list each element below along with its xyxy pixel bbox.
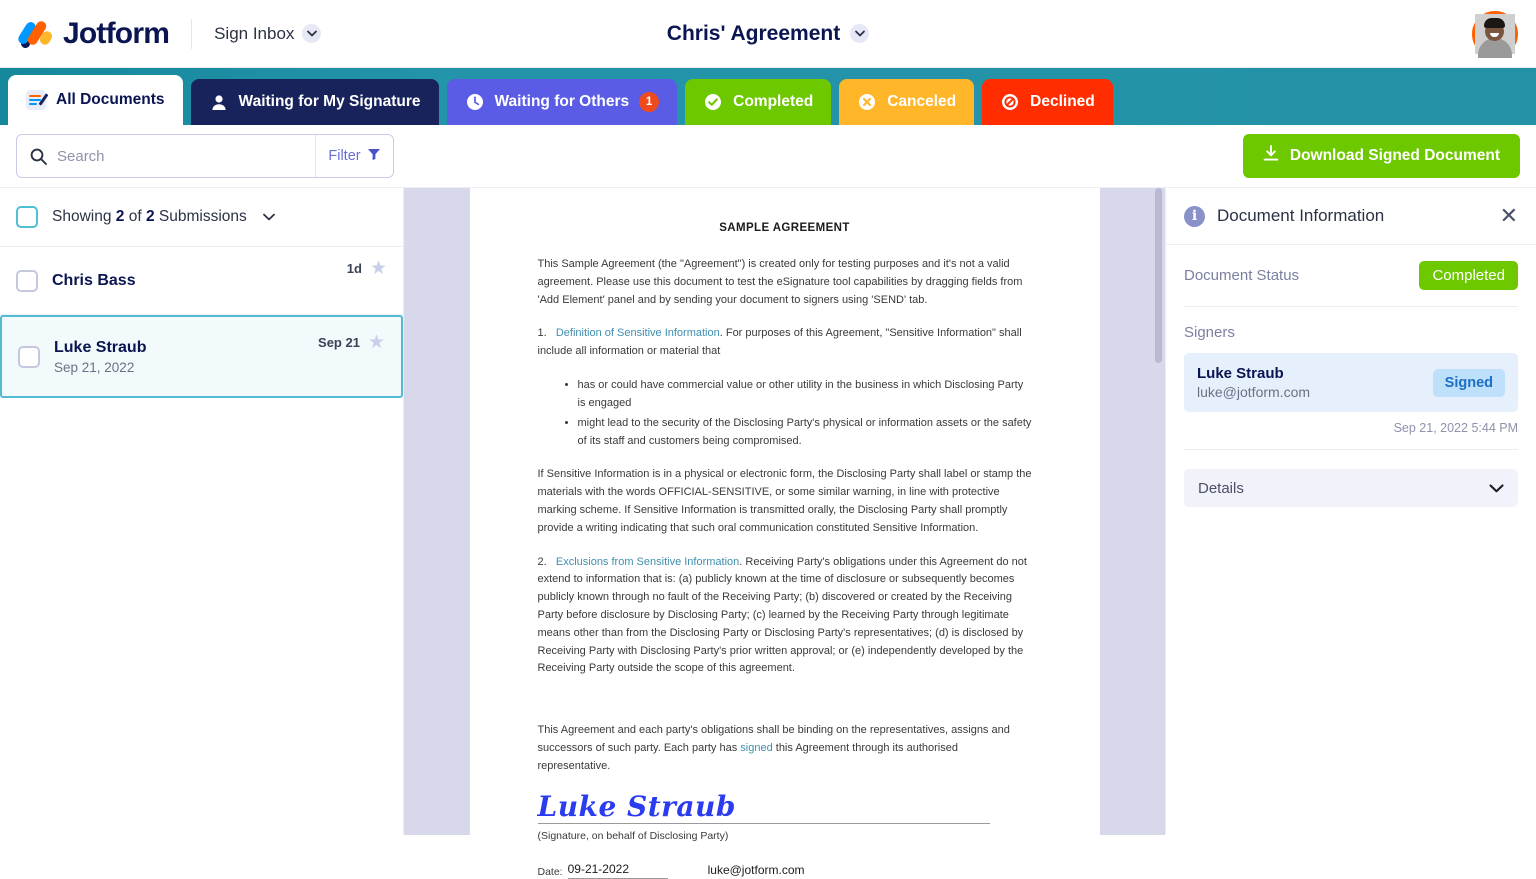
info-icon: i: [1184, 206, 1205, 227]
search-input[interactable]: [57, 135, 315, 177]
brand[interactable]: [0, 17, 169, 51]
filter-label: Filter: [328, 148, 361, 164]
bullet-item: • might lead to the security of the Disclosing Party's physical or information assets or the safety of its staff and customers being compromised.: [578, 415, 1032, 451]
list-item[interactable]: [0, 247, 403, 315]
tab-all-documents[interactable]: [8, 75, 183, 125]
list-item[interactable]: [0, 315, 403, 398]
download-icon: [1263, 145, 1279, 167]
row-checkbox[interactable]: [18, 346, 40, 368]
tab-label: Completed: [733, 93, 814, 110]
chevron-down-icon: [302, 24, 321, 43]
toolbar: [0, 125, 1536, 187]
page-title: Chris' Agreement: [666, 21, 841, 45]
tab-label: Declined: [1030, 93, 1095, 110]
tab-label: Waiting for My Signature: [238, 93, 421, 110]
closing-a: This Agreement and each party's obligations shall be binding on the representatives, assigns and successors of such party. Each party has: [537, 724, 1010, 755]
sign-inbox-menu[interactable]: [214, 24, 321, 44]
document-paragraph-2: If Sensitive Information is in a physical or electronic form, the Disclosing Party shall label or stamp the materials with the words OFFICIAL-SENSITIVE, or some similar warning, in line with protective marking scheme. If Sensitive Information is transmitted orally, the Disclosing Party shall promptly provide a writing indicating that such oral communication constituted Sensitive Information.: [537, 468, 1032, 534]
document-intro: This Sample Agreement (the "Agreement") is created only for testing purposes and it's not a valid agreement. Please use this document to test the eSignature tool capabilities by dragging fields from 'Add Element' panel and by sending your document to signers using 'SEND' tab.: [537, 258, 1023, 306]
list-item-when: Sep 21: [318, 335, 360, 350]
signature-caption: (Signature, on behalf of Disclosing Party): [537, 830, 729, 843]
document-status-label: Document Status: [1184, 267, 1300, 284]
showing-count: 2: [115, 208, 125, 225]
check-circle-icon: [703, 92, 723, 112]
funnel-icon: [367, 147, 381, 165]
chevron-down-icon: [1489, 484, 1504, 493]
tab-waiting-for-my-signature[interactable]: [191, 79, 439, 125]
showing-prefix: Showing: [52, 208, 112, 225]
list-item-date: Sep 21, 2022: [54, 359, 135, 375]
document-section-2: [538, 554, 1032, 679]
avatar[interactable]: [1472, 11, 1518, 57]
document-information-panel: [1165, 188, 1536, 835]
signature-block: [538, 722, 1032, 879]
signer-text: [1197, 365, 1310, 400]
details-accordion[interactable]: [1184, 469, 1518, 507]
panel-header: [1166, 188, 1536, 245]
section-body: . For purposes of this Agreement, "Sensitive Information" shall include all information or material that: [537, 327, 1022, 358]
date-label: Date:: [537, 866, 563, 879]
star-icon[interactable]: ★: [367, 332, 385, 353]
vertical-scrollbar[interactable]: [1155, 188, 1162, 363]
tab-label: Canceled: [887, 93, 957, 110]
document-bullets: [538, 377, 1032, 450]
signer-card[interactable]: [1184, 353, 1518, 412]
chevron-down-icon: [850, 24, 869, 43]
document-viewer[interactable]: [404, 188, 1165, 879]
document-page: [470, 188, 1100, 879]
status-badge: 1: [639, 92, 659, 112]
document-heading: SAMPLE AGREEMENT: [719, 222, 850, 234]
list-item-name: Chris Bass: [52, 271, 136, 289]
signer-email: luke@jotform.com: [1197, 384, 1311, 400]
ban-circle-icon: [1000, 92, 1020, 112]
section-link[interactable]: Definition of Sensitive Information: [555, 327, 720, 340]
download-signed-document-button[interactable]: [1243, 134, 1520, 178]
status-badge: Completed: [1419, 261, 1518, 290]
tab-label: Waiting for Others: [494, 93, 630, 110]
signature-date-row: [538, 862, 1032, 879]
document-status-row: [1184, 245, 1518, 307]
list-item-name: Luke Straub: [54, 338, 147, 356]
document-section-1: [538, 325, 1032, 361]
signers-label: Signers: [1184, 324, 1235, 341]
x-circle-icon: [857, 92, 877, 112]
panel-title: Document Information: [1217, 206, 1385, 225]
select-all-checkbox[interactable]: [16, 206, 38, 228]
main-area: [0, 187, 1536, 879]
row-checkbox[interactable]: [16, 270, 38, 292]
list-item-text: [54, 339, 146, 375]
signature-image: Luke Straub: [538, 792, 990, 825]
section-link[interactable]: Exclusions from Sensitive Information: [555, 555, 740, 568]
avatar-hair: [1484, 18, 1505, 28]
section-number: 2.: [537, 555, 547, 568]
search-icon: [17, 148, 57, 165]
section-number: 1.: [537, 327, 547, 340]
list-item-when: 1d: [346, 261, 362, 276]
jotform-logo-icon: [20, 19, 54, 49]
sign-inbox-label: Sign Inbox: [214, 23, 295, 43]
section-body: . Receiving Party's obligations under this Agreement do not extend to information that is: (a) publicly known at the time of disclosure or subsequently becomes publicly known through no fault of the Receiving Party; (b) discovered or created by the Receiving Party before disclosure by Disclosing Party; (c) learned by the Receiving Party through legitimate means other than from the Disclosing Party or Disclosing Party's representatives; (d) is disclosed by Receiving Party with Disclosing Party's prior written approval; or (e) independently developed by the Receiving Party outside the scope of this agreement.: [537, 555, 1027, 675]
details-label: Details: [1198, 479, 1244, 497]
showing-suffix: Submissions: [158, 208, 247, 225]
showing-mid: of: [128, 208, 142, 225]
document-closing: [538, 722, 1032, 775]
filter-button[interactable]: [315, 135, 393, 177]
bullet-item: • has or could have commercial value or other utility in the business in which Disclosing Party is engaged: [578, 377, 1032, 413]
star-icon[interactable]: ★: [369, 258, 387, 279]
submissions-list: [0, 188, 404, 835]
closing-link[interactable]: signed: [740, 742, 773, 755]
search-box[interactable]: [16, 134, 394, 178]
closing-b: this Agreement through its authorised representative.: [537, 742, 958, 772]
brand-name: Jotform: [63, 16, 170, 50]
clock-icon: [465, 92, 485, 112]
tab-completed[interactable]: [685, 79, 831, 125]
showing-row: [0, 188, 403, 247]
signer-status-badge: Signed: [1433, 369, 1505, 397]
list-item-text: [52, 272, 136, 290]
avatar-smile: [1490, 33, 1499, 37]
person-icon: [209, 92, 229, 112]
showing-label: [52, 208, 247, 226]
signer-name: Luke Straub: [1197, 365, 1284, 382]
close-icon[interactable]: ✕: [1499, 203, 1518, 228]
divider: [191, 19, 192, 49]
date-value: 09-21-2022: [568, 862, 668, 879]
tab-waiting-for-others[interactable]: [447, 79, 678, 125]
signed-timestamp: Sep 21, 2022 5:44 PM: [1184, 421, 1518, 450]
tab-label: All Documents: [56, 91, 165, 108]
panel-body: [1166, 245, 1536, 507]
list-item-meta: [318, 333, 385, 352]
signer-email: luke@jotform.com: [707, 863, 805, 878]
tab-declined[interactable]: [982, 79, 1113, 125]
chevron-down-icon[interactable]: [263, 213, 275, 221]
download-label: Download Signed Document: [1289, 147, 1500, 164]
list-item-meta: [347, 259, 387, 278]
document-lines-icon: [26, 90, 46, 110]
showing-total: 2: [145, 208, 155, 225]
top-bar: [0, 0, 1536, 68]
document-title-menu[interactable]: [667, 22, 869, 46]
tab-canceled[interactable]: [839, 79, 974, 125]
tab-bar: [0, 68, 1536, 125]
